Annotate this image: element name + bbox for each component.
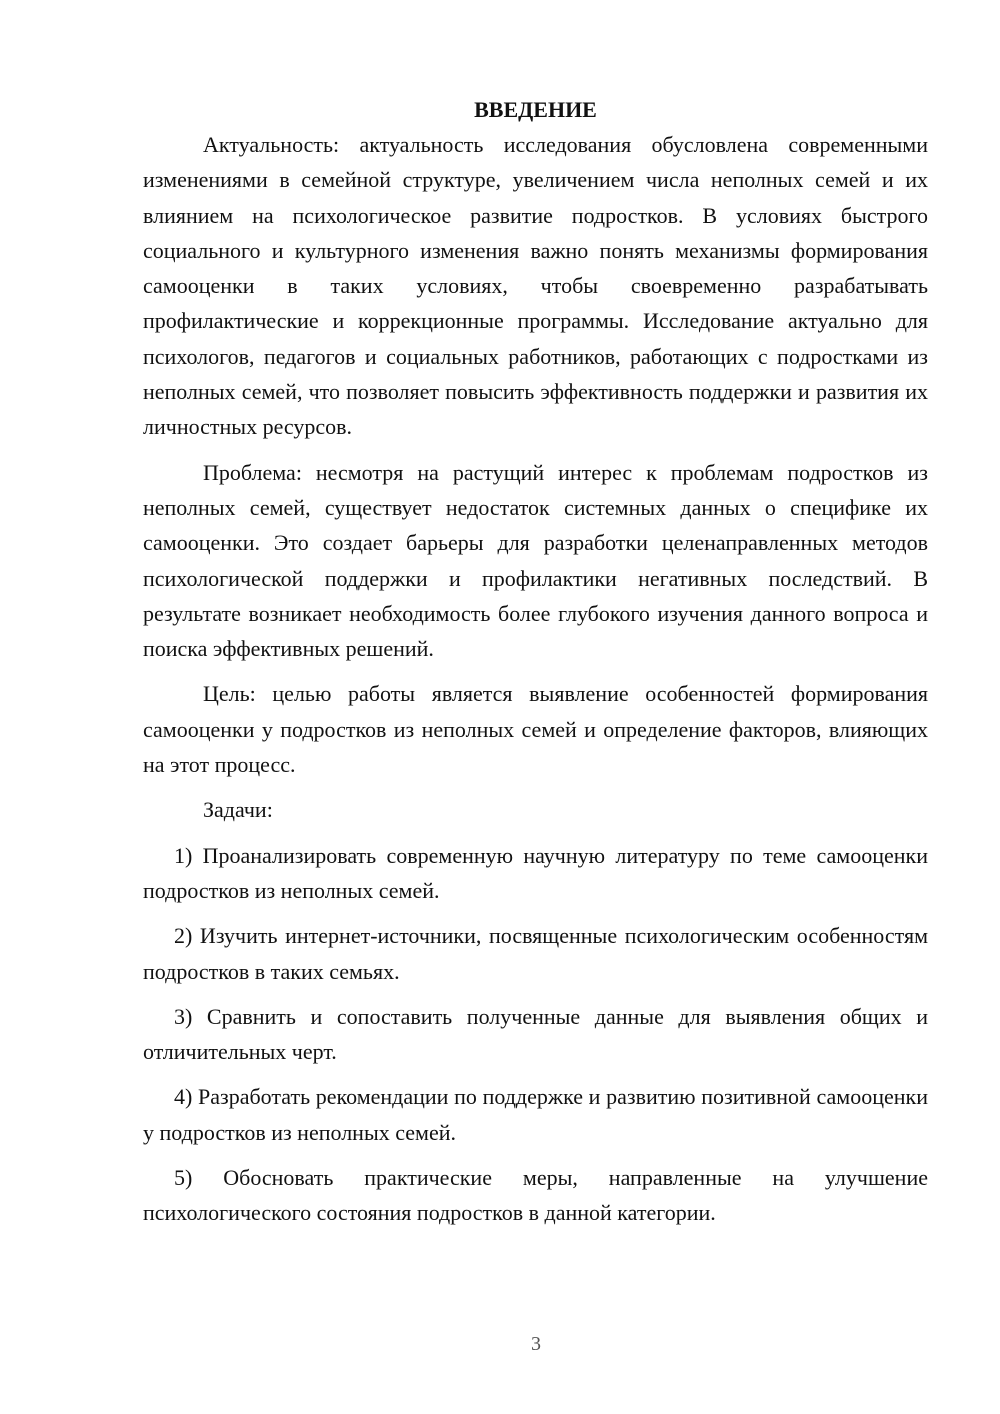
task-item-5: 5) Обосновать практические меры, направленные на улучшение психологического состояния подростков в данной категории. [143, 1165, 928, 1226]
task-item-1: 1) Проанализировать современную научную литературу по теме самооценки подростков из неполных семей. [143, 842, 928, 903]
relevance-paragraph: Актуальность: актуальность исследования обусловлена современными изменениями в семейной структуре, увеличением числа неполных семей и их влиянием на психологическое развитие подростков. В условиях быстрого социального и культурного изменения важно понять механизмы формирования самооценки в таких условиях, чтобы своевременно разрабатывать профилактические и коррекционные программы. Исследование актуально для психологов, педагогов и социальных работников, работающих с подростками из неполных семей, что позволяет повысить эффективность поддержки и развития их личностных ресурсов. [143, 132, 928, 440]
task-item-4: 4) Разработать рекомендации по поддержке и развитию позитивной самооценки у подростков из неполных семей. [143, 1084, 928, 1145]
task-item-3: 3) Сравнить и сопоставить полученные данные для выявления общих и отличительных черт. [143, 1003, 928, 1065]
problem-paragraph: Проблема: несмотря на растущий интерес к проблемам подростков из неполных семей, существует недостаток системных данных о специфике их самооценки. Это создает барьеры для разработки целенаправленных методов психологической поддержки и профилактики негативных последствий. В результате возникает необходимость более глубокого изучения данного вопроса и поиска эффективных решений. [143, 459, 928, 662]
page-number: 3 [531, 1333, 541, 1355]
goal-paragraph: Цель: целью работы является выявление особенностей формирования самооценки у подростков из неполных семей и определение факторов, влияющих на этот процесс. [143, 681, 928, 778]
tasks-label: Задачи: [203, 797, 273, 823]
document-page [143, 92, 928, 1241]
page-title: ВВЕДЕНИЕ [474, 97, 597, 122]
task-item-2: 2) Изучить интернет-источники, посвященные психологическим особенностям подростков в таких семьях. [143, 923, 928, 984]
